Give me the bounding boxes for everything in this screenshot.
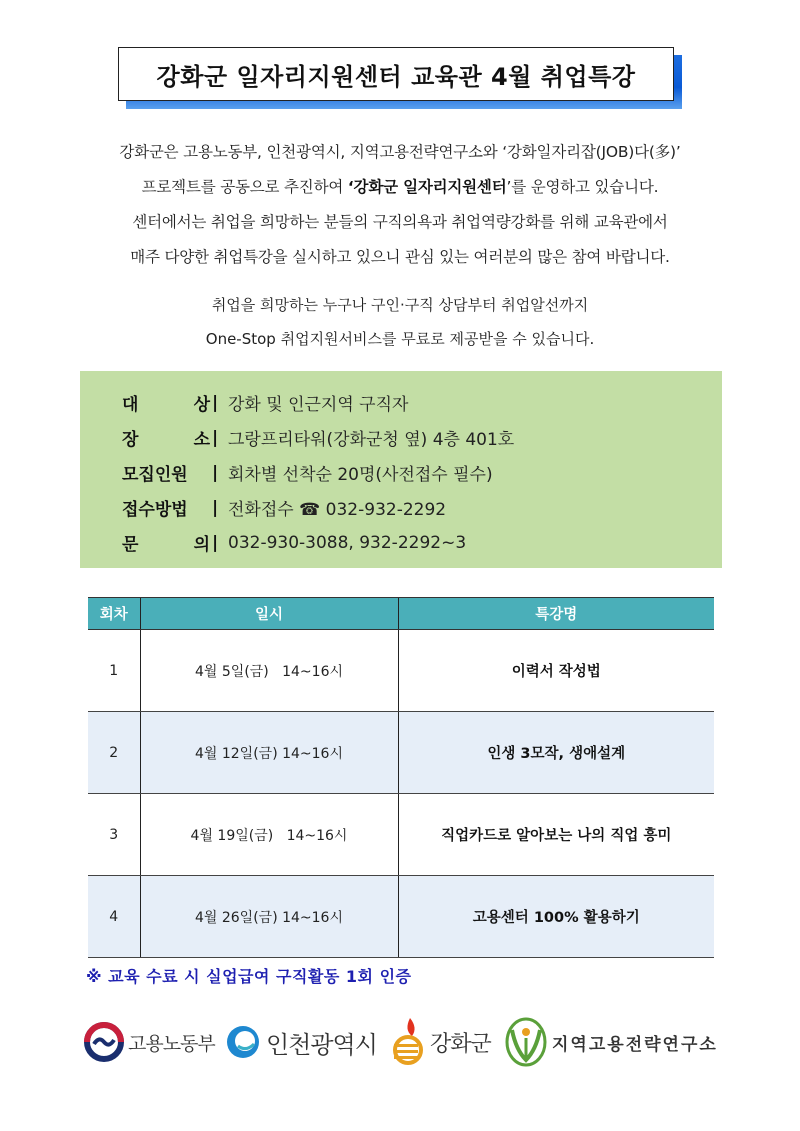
intro-line-4: 매주 다양한 취업특강을 실시하고 있으니 관심 있는 여러분의 많은 참여 바랍니다. bbox=[130, 248, 670, 266]
sprout-person-icon bbox=[504, 1016, 548, 1068]
title-box bbox=[118, 47, 674, 101]
info-label: 문 의 bbox=[122, 535, 210, 555]
session-datetime: 4월 5일(금) 14~16시 bbox=[140, 630, 398, 712]
intro-line-2-pre: 프로젝트를 공동으로 추진하여 bbox=[141, 178, 348, 196]
table-row bbox=[88, 794, 714, 876]
info-label: 장 소 bbox=[122, 430, 210, 450]
info-box bbox=[80, 371, 722, 568]
info-separator: | bbox=[212, 532, 219, 553]
lecture-title: 고용센터 100% 활용하기 bbox=[398, 876, 714, 958]
table-row bbox=[88, 630, 714, 712]
logo-label: 고용노동부 bbox=[128, 1032, 215, 1055]
info-value: 그랑프리타워(강화군청 옆) 4층 401호 bbox=[228, 430, 515, 450]
title-banner bbox=[118, 47, 678, 105]
info-row-inquiry bbox=[122, 525, 722, 560]
header-lecture: 특강명 bbox=[398, 598, 714, 630]
info-separator: | bbox=[212, 427, 219, 448]
header-session: 회차 bbox=[88, 598, 140, 630]
info-row-registration bbox=[122, 490, 722, 525]
taegeuk-icon bbox=[84, 1022, 124, 1062]
header-datetime: 일시 bbox=[140, 598, 398, 630]
info-label: 접수방법 bbox=[122, 500, 188, 520]
info-label: 모집인원 bbox=[122, 465, 188, 485]
intro-line-2 bbox=[80, 170, 720, 205]
partner-logos bbox=[84, 1012, 724, 1072]
logo-regional-employment-institute bbox=[504, 1012, 718, 1072]
table-row bbox=[88, 712, 714, 794]
intro-line-1: 강화군은 고용노동부, 인천광역시, 지역고용전략연구소와 ‘강화일자리잡(JOB)다(多)’ bbox=[119, 143, 681, 161]
service-line-2: One-Stop 취업지원서비스를 무료로 제공받을 수 있습니다. bbox=[205, 330, 595, 348]
info-separator: | bbox=[212, 497, 219, 518]
flame-icon bbox=[390, 1016, 428, 1068]
page-title: 강화군 일자리지원센터 교육관 4월 취업특강 bbox=[156, 62, 636, 91]
session-number: 2 bbox=[88, 712, 140, 794]
info-value: 강화 및 인근지역 구직자 bbox=[228, 395, 409, 415]
info-label: 대 상 bbox=[122, 395, 210, 415]
session-datetime: 4월 12일(금) 14~16시 bbox=[140, 712, 398, 794]
incheon-wave-icon bbox=[224, 1022, 262, 1062]
lecture-title: 인생 3모작, 생애설계 bbox=[398, 712, 714, 794]
session-number: 3 bbox=[88, 794, 140, 876]
info-row-capacity bbox=[122, 455, 722, 490]
schedule-table bbox=[88, 597, 714, 958]
info-value: 전화접수 ☎ 032-932-2292 bbox=[228, 500, 447, 520]
intro-paragraph bbox=[80, 135, 720, 275]
info-row-target bbox=[122, 385, 722, 420]
logo-incheon bbox=[224, 1012, 377, 1072]
intro-line-2-post: ’를 운영하고 있습니다. bbox=[506, 178, 659, 196]
service-paragraph bbox=[80, 288, 720, 356]
intro-line-2-bold: ‘강화군 일자리지원센터 bbox=[347, 178, 507, 196]
table-header-row bbox=[88, 598, 714, 630]
service-line-1: 취업을 희망하는 누구나 구인·구직 상담부터 취업알선까지 bbox=[211, 296, 589, 314]
lecture-title: 직업카드로 알아보는 나의 직업 흥미 bbox=[398, 794, 714, 876]
intro-line-3: 센터에서는 취업을 희망하는 분들의 구직의욕과 취업역량강화를 위해 교육관에서 bbox=[132, 213, 668, 231]
session-datetime: 4월 26일(금) 14~16시 bbox=[140, 876, 398, 958]
info-row-location bbox=[122, 420, 722, 455]
logo-label: 지역고용전략연구소 bbox=[552, 1034, 718, 1055]
logo-label: 강화군 bbox=[430, 1031, 491, 1057]
certification-notice: ※ 교육 수료 시 실업급여 구직활동 1회 인증 bbox=[86, 967, 412, 986]
logo-ganghwa bbox=[390, 1012, 491, 1072]
info-separator: | bbox=[212, 392, 219, 413]
info-value: 032-930-3088, 932-2292~3 bbox=[228, 532, 467, 553]
info-separator: | bbox=[212, 462, 219, 483]
lecture-title: 이력서 작성법 bbox=[398, 630, 714, 712]
table-row bbox=[88, 876, 714, 958]
info-value: 회차별 선착순 20명(사전접수 필수) bbox=[228, 465, 493, 485]
logo-ministry-of-labor bbox=[84, 1012, 215, 1072]
logo-label: 인천광역시 bbox=[266, 1030, 377, 1059]
session-number: 1 bbox=[88, 630, 140, 712]
session-number: 4 bbox=[88, 876, 140, 958]
session-datetime: 4월 19일(금) 14~16시 bbox=[140, 794, 398, 876]
